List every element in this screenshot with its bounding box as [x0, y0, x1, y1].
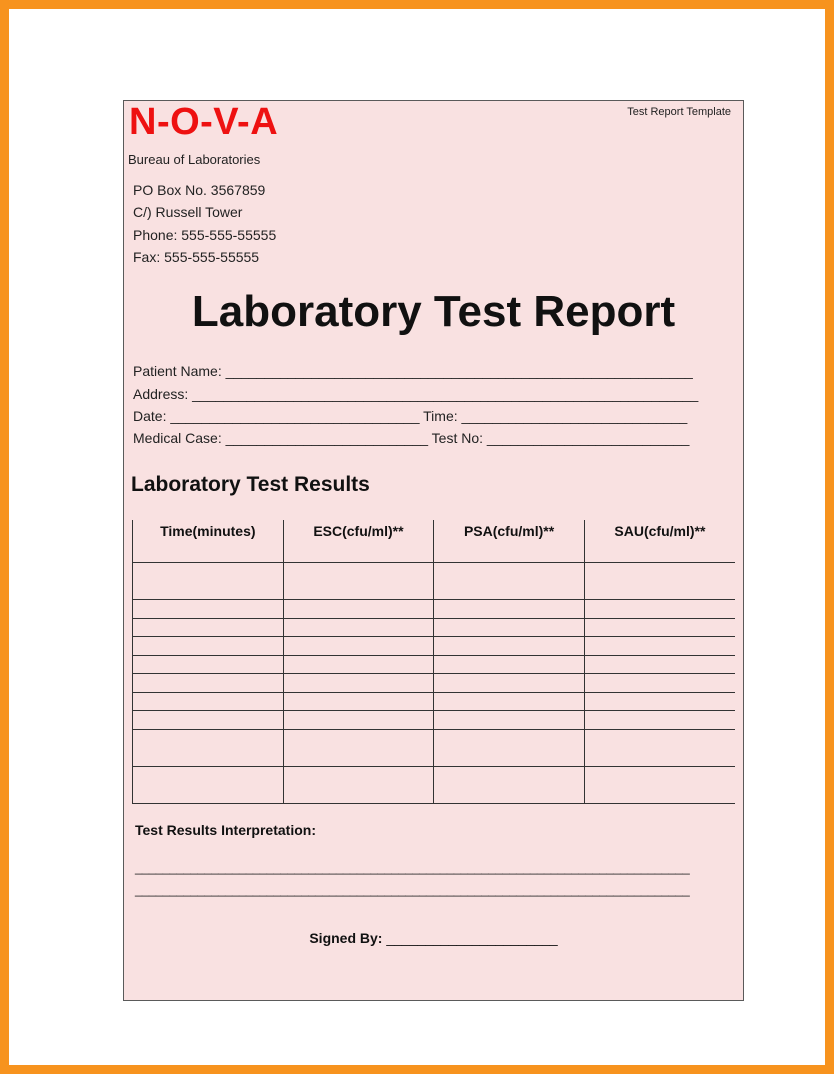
- table-cell[interactable]: [434, 673, 585, 692]
- table-cell[interactable]: [584, 766, 735, 803]
- table-cell[interactable]: [434, 710, 585, 729]
- signature-block: [124, 930, 743, 946]
- table-cell[interactable]: [283, 729, 434, 766]
- table-cell[interactable]: [133, 692, 284, 710]
- table-cell[interactable]: [584, 618, 735, 636]
- table-cell[interactable]: [584, 636, 735, 655]
- table-cell[interactable]: [283, 766, 434, 803]
- report-sheet: [123, 100, 744, 1001]
- date-time-field[interactable]: Date: ________________________________ Time: _____________________________: [133, 408, 688, 424]
- table-cell[interactable]: [283, 655, 434, 673]
- table-cell[interactable]: [133, 562, 284, 599]
- table-cell[interactable]: [283, 562, 434, 599]
- table-cell[interactable]: [584, 599, 735, 618]
- table-row: [133, 618, 736, 636]
- address-building: C/) Russell Tower: [133, 204, 243, 220]
- case-test-field[interactable]: Medical Case: __________________________ Test No: __________________________: [133, 430, 690, 446]
- col-sau: SAU(cfu/ml)**: [584, 520, 735, 562]
- bureau-name: Bureau of Laboratories: [128, 152, 261, 167]
- table-cell[interactable]: [283, 710, 434, 729]
- table-cell[interactable]: [584, 562, 735, 599]
- table-row: [133, 562, 736, 599]
- col-esc: ESC(cfu/ml)**: [283, 520, 434, 562]
- signature-line[interactable]: ______________________: [386, 930, 558, 946]
- table-row: [133, 766, 736, 803]
- table-cell[interactable]: [283, 636, 434, 655]
- table-row: [133, 636, 736, 655]
- table-cell[interactable]: [133, 673, 284, 692]
- table-cell[interactable]: [584, 673, 735, 692]
- table-cell[interactable]: [283, 618, 434, 636]
- table-cell[interactable]: [133, 710, 284, 729]
- address-po-box: PO Box No. 3567859: [133, 182, 266, 198]
- interpretation-line-2[interactable]: ________________________________________________________________________________: [135, 882, 690, 897]
- col-time: Time(minutes): [133, 520, 284, 562]
- table-cell[interactable]: [584, 655, 735, 673]
- table-cell[interactable]: [434, 766, 585, 803]
- table-cell[interactable]: [133, 636, 284, 655]
- table-cell[interactable]: [584, 710, 735, 729]
- results-table: [132, 520, 735, 804]
- table-row: [133, 599, 736, 618]
- table-cell[interactable]: [283, 673, 434, 692]
- table-cell[interactable]: [434, 636, 585, 655]
- table-cell[interactable]: [584, 692, 735, 710]
- interpretation-line-1[interactable]: ________________________________________________________________________________: [135, 860, 690, 875]
- interpretation-label: Test Results Interpretation:: [135, 822, 316, 838]
- table-cell[interactable]: [434, 562, 585, 599]
- table-row: [133, 655, 736, 673]
- table-cell[interactable]: [434, 599, 585, 618]
- table-cell[interactable]: [283, 692, 434, 710]
- table-cell[interactable]: [133, 655, 284, 673]
- table-cell[interactable]: [133, 766, 284, 803]
- table-cell[interactable]: [434, 618, 585, 636]
- table-row: [133, 673, 736, 692]
- table-row: [133, 729, 736, 766]
- patient-name-field[interactable]: Patient Name: ____________________________________________________________: [133, 363, 693, 379]
- results-heading: Laboratory Test Results: [131, 473, 370, 496]
- signed-by-label: Signed By:: [309, 930, 383, 946]
- table-cell[interactable]: [133, 599, 284, 618]
- address-phone: Phone: 555-555-55555: [133, 227, 277, 243]
- table-cell[interactable]: [434, 692, 585, 710]
- results-header-row: [133, 520, 736, 562]
- table-cell[interactable]: [133, 618, 284, 636]
- template-label: Test Report Template: [627, 106, 731, 118]
- company-logo: N-O-V-A: [129, 101, 279, 143]
- page-title: Laboratory Test Report: [191, 287, 676, 336]
- table-cell[interactable]: [133, 729, 284, 766]
- table-cell[interactable]: [434, 655, 585, 673]
- table-row: [133, 692, 736, 710]
- table-cell[interactable]: [584, 729, 735, 766]
- col-psa: PSA(cfu/ml)**: [434, 520, 585, 562]
- table-cell[interactable]: [434, 729, 585, 766]
- table-cell[interactable]: [283, 599, 434, 618]
- address-fax: Fax: 555-555-55555: [133, 249, 260, 265]
- table-row: [133, 710, 736, 729]
- address-field[interactable]: Address: _________________________________________________________________: [133, 386, 699, 402]
